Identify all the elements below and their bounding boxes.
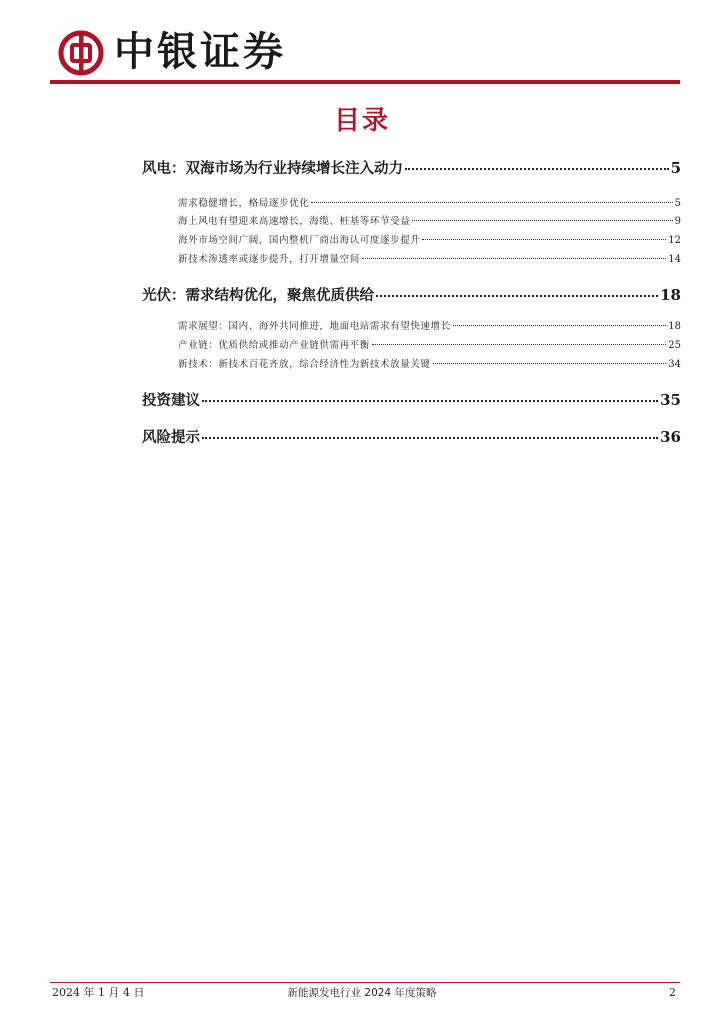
- toc-entry-label: 风电：双海市场为行业持续增长注入动力: [142, 161, 403, 177]
- toc-dot-leader: [202, 400, 658, 402]
- toc-dot-leader: [362, 258, 666, 259]
- toc-entry-section[interactable]: [142, 284, 681, 305]
- toc-entry-label: 新技术：新技术百花齐放，综合经济性为新技术放量关键: [178, 359, 431, 370]
- toc-page-number: 34: [668, 359, 681, 370]
- toc-page-number: 12: [668, 235, 681, 246]
- toc-dot-leader: [376, 295, 658, 297]
- page-title: 目录: [333, 106, 390, 136]
- toc-entry-section[interactable]: [142, 426, 681, 447]
- toc-entry-label: 风险提示: [142, 430, 200, 446]
- toc-entry-subsection[interactable]: [178, 213, 681, 227]
- toc-dot-leader: [405, 168, 669, 170]
- toc-dot-leader: [422, 239, 666, 240]
- footer-rule: [50, 982, 680, 983]
- toc-dot-leader: [202, 437, 658, 439]
- header-rule: [50, 80, 680, 84]
- toc-entry-subsection[interactable]: [178, 195, 681, 209]
- toc-entry-label: 需求展望：国内、海外共同推进，地面电站需求有望快速增长: [178, 321, 451, 332]
- toc-entry-label: 产业链：优质供给或推动产业链供需再平衡: [178, 340, 370, 351]
- toc-dot-leader: [433, 363, 667, 364]
- toc-page-number: 25: [668, 340, 681, 351]
- toc-entry-label: 需求稳健增长，格局逐步优化: [178, 198, 310, 209]
- toc-page-number: 9: [674, 216, 681, 227]
- bank-of-china-logo-icon: [58, 30, 104, 76]
- toc-entry-subsection[interactable]: [178, 356, 681, 370]
- toc-page-number: 18: [660, 286, 681, 304]
- toc-entry-subsection[interactable]: [178, 337, 681, 351]
- toc-entry-label: 光伏：需求结构优化，聚焦优质供给: [142, 288, 374, 304]
- toc-entry-subsection[interactable]: [178, 251, 681, 265]
- toc-dot-leader: [453, 325, 667, 326]
- toc-dot-leader: [412, 220, 672, 221]
- toc-page-number: 5: [670, 159, 681, 177]
- toc-entry-section[interactable]: [142, 389, 681, 410]
- footer-page-number: 2: [669, 986, 676, 999]
- toc-entry-subsection[interactable]: [178, 318, 681, 332]
- toc-page-number: 18: [668, 321, 681, 332]
- toc-entry-label: 海上风电有望迎来高速增长，海缆、桩基等环节受益: [178, 216, 411, 227]
- toc-page-number: 5: [674, 198, 681, 209]
- footer-report-title: 新能源发电行业 2024 年度策略: [287, 987, 437, 999]
- toc-entry-label: 投资建议: [142, 393, 200, 409]
- toc-entry-section[interactable]: [142, 157, 681, 178]
- toc-entry-label: 新技术渗透率或逐步提升，打开增量空间: [178, 254, 360, 265]
- toc-entry-label: 海外市场空间广阔，国内整机厂商出海认可度逐步提升: [178, 235, 421, 246]
- toc-page-number: 36: [660, 428, 681, 446]
- toc-page-number: 14: [668, 254, 681, 265]
- toc-dot-leader: [311, 202, 672, 203]
- page-header: [0, 0, 724, 90]
- toc-page-number: 35: [660, 391, 681, 409]
- brand-name: 中银证券: [114, 29, 286, 75]
- toc-entry-subsection[interactable]: [178, 232, 681, 246]
- toc-dot-leader: [372, 344, 666, 345]
- footer-date: 2024 年 1 月 4 日: [52, 986, 145, 999]
